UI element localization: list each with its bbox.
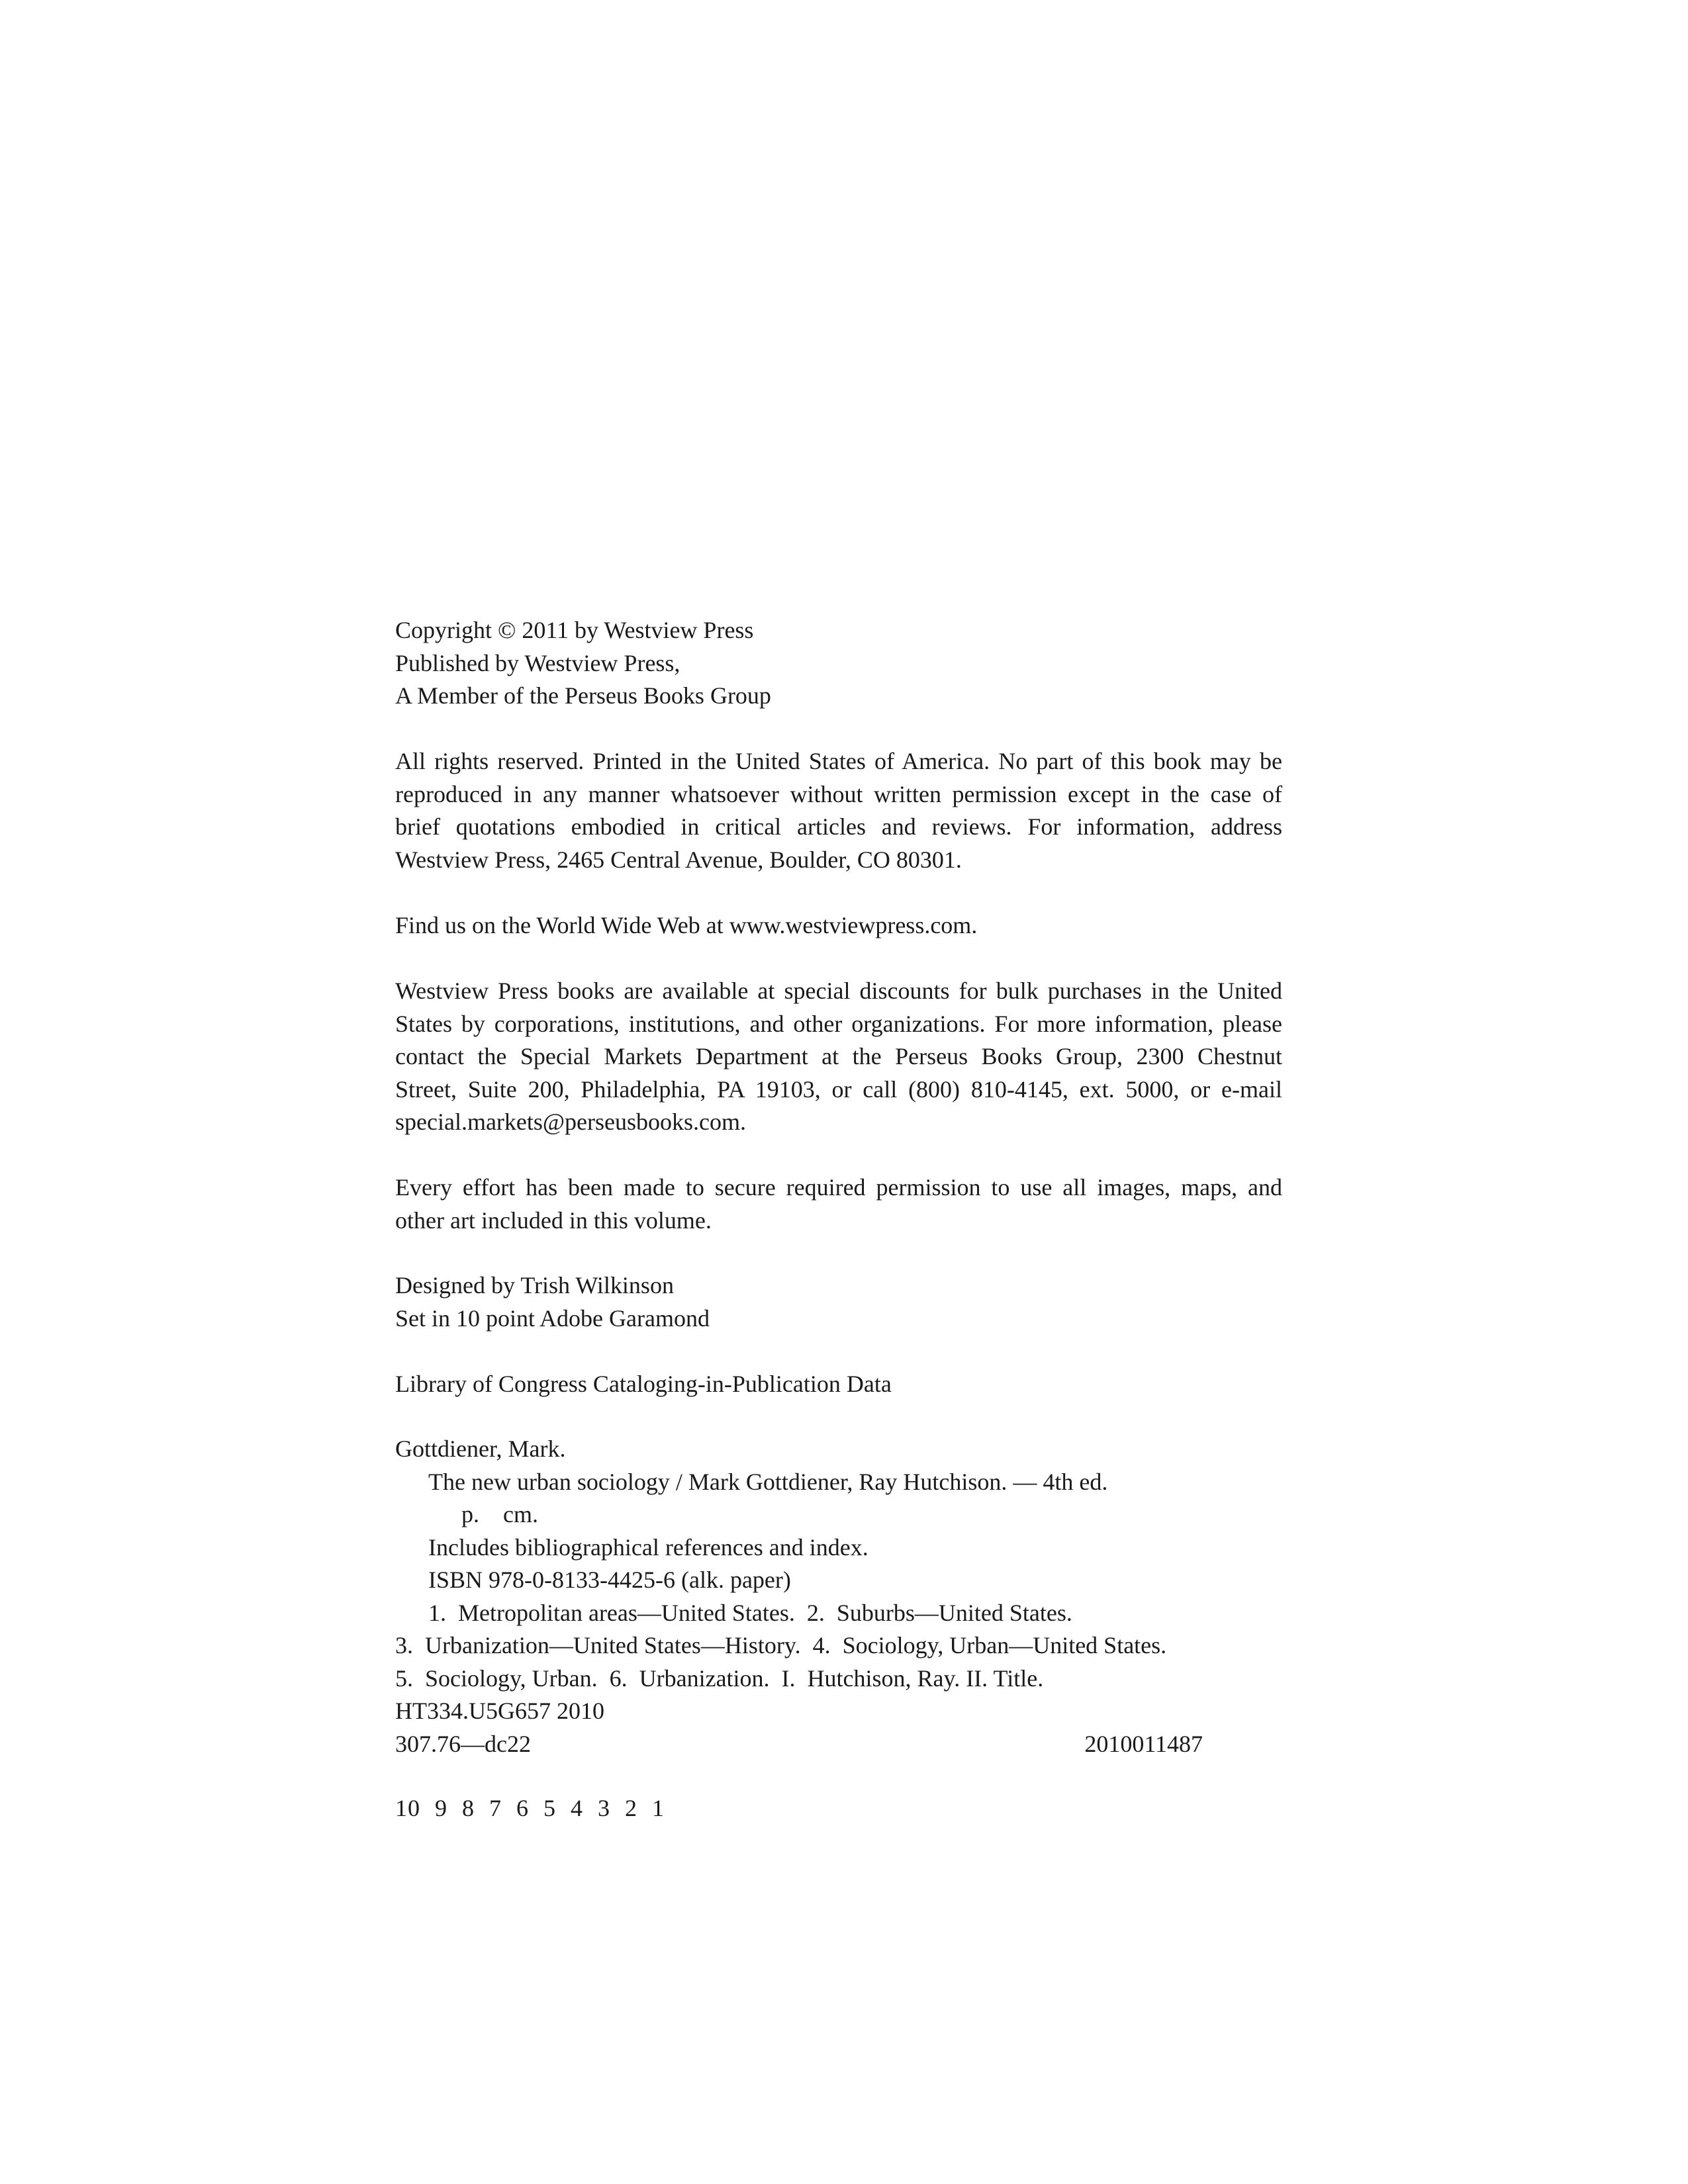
design-block bbox=[395, 1269, 1282, 1335]
copyright-block bbox=[395, 614, 1282, 713]
cip-lccn: 2010011487 bbox=[1084, 1730, 1203, 1757]
discounts-line-2: States by corporations, institutions, and other organizations. For more information, please bbox=[395, 1010, 1282, 1037]
copyright-line: Copyright © 2011 by Westview Press bbox=[395, 617, 754, 643]
rights-line-2: reproduced in any manner whatsoever without written permission except in the case of bbox=[395, 780, 1282, 807]
printing-block bbox=[395, 1792, 1282, 1825]
typeface-line: Set in 10 point Adobe Garamond bbox=[395, 1304, 710, 1332]
cip-pages: p. cm. bbox=[461, 1501, 538, 1527]
permission-paragraph bbox=[395, 1171, 1282, 1237]
permission-line-1: Every effort has been made to secure required permission to use all images, maps, and bbox=[395, 1174, 1282, 1201]
cip-heading: Library of Congress Cataloging-in-Publication Data bbox=[395, 1371, 892, 1397]
cip-includes: Includes bibliographical references and index. bbox=[428, 1533, 868, 1561]
cip-call-number: HT334.U5G657 2010 bbox=[395, 1698, 604, 1724]
discounts-line-3: contact the Special Markets Department at the Perseus Books Group, 2300 Chestnut bbox=[395, 1043, 1282, 1069]
web-paragraph bbox=[395, 909, 1282, 942]
cip-subjects-2: 3. Urbanization—United States—History. 4. Sociology, Urban—United States. bbox=[395, 1632, 1167, 1659]
rights-line-3: brief quotations embodied in critical articles and reviews. For information, address bbox=[395, 813, 1282, 840]
cip-heading-block bbox=[395, 1368, 1282, 1401]
rights-line-1: All rights reserved. Printed in the United States of America. No part of this book may be bbox=[395, 748, 1282, 774]
discounts-line-5: special.markets@perseusbooks.com. bbox=[395, 1109, 747, 1135]
cip-classification-row bbox=[395, 1728, 1203, 1761]
permission-line-2: other art included in this volume. bbox=[395, 1206, 712, 1234]
printing-line: 10 9 8 7 6 5 4 3 2 1 bbox=[395, 1795, 665, 1821]
publisher-line: Published by Westview Press, bbox=[395, 649, 680, 676]
publisher-group-line: A Member of the Perseus Books Group bbox=[395, 682, 771, 709]
rights-line-4: Westview Press, 2465 Central Avenue, Boulder, CO 80301. bbox=[395, 846, 962, 873]
cip-isbn: ISBN 978-0-8133-4425-6 (alk. paper) bbox=[428, 1567, 791, 1593]
web-line: Find us on the World Wide Web at www.westviewpress.com. bbox=[395, 912, 978, 938]
cip-title: The new urban sociology / Mark Gottdiener, Ray Hutchison. — 4th ed. bbox=[428, 1468, 1108, 1495]
cip-author: Gottdiener, Mark. bbox=[395, 1435, 566, 1462]
cip-subjects-3: 5. Sociology, Urban. 6. Urbanization. I. Hutchison, Ray. II. Title. bbox=[395, 1664, 1044, 1692]
designer-line: Designed by Trish Wilkinson bbox=[395, 1272, 674, 1298]
discounts-line-1: Westview Press books are available at special discounts for bulk purchases in the United bbox=[395, 978, 1282, 1004]
discounts-line-4: Street, Suite 200, Philadelphia, PA 19103, or call (800) 810-4145, ext. 5000, or e-mail bbox=[395, 1075, 1282, 1103]
cip-record bbox=[395, 1433, 1282, 1760]
cip-dewey: 307.76—dc22 bbox=[395, 1730, 531, 1757]
rights-paragraph bbox=[395, 745, 1282, 876]
discounts-paragraph bbox=[395, 975, 1282, 1139]
cip-subjects-1: 1. Metropolitan areas—United States. 2. Suburbs—United States. bbox=[428, 1599, 1072, 1626]
